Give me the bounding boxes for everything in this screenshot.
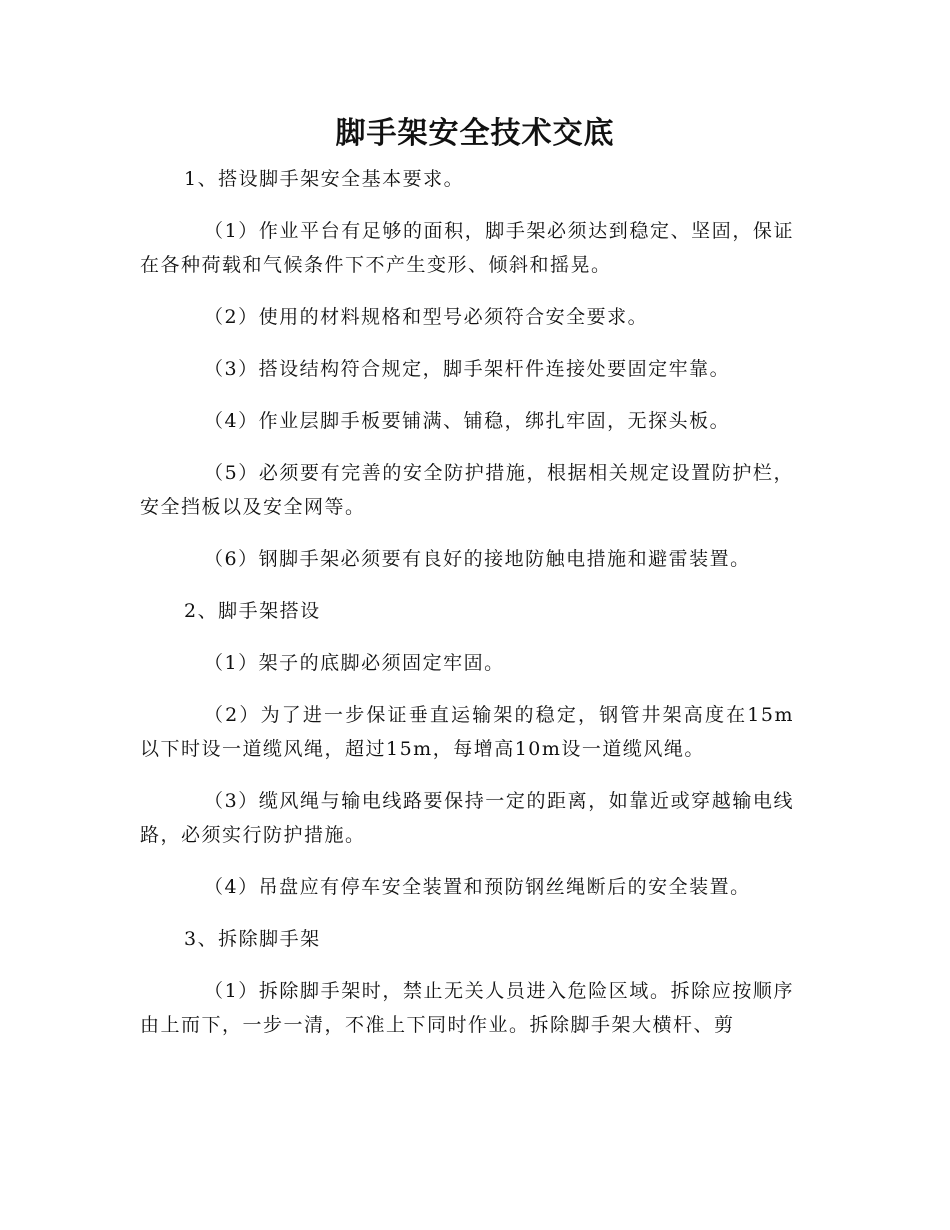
paragraph-2-4: （4）吊盘应有停车安全装置和预防钢丝绳断后的安全装置。 xyxy=(204,876,751,898)
section-heading-3: 3、拆除脚手架 xyxy=(184,928,321,950)
paragraph-3-1: （1）拆除脚手架时，禁止无关人员进入危险区域。拆除应按顺序由上而下，一步一清，不准上下同时作业。拆除脚手架大横杆、剪 xyxy=(140,980,794,1036)
section-heading-1: 1、搭设脚手架安全基本要求。 xyxy=(184,168,465,190)
paragraph-1-6: （6）钢脚手架必须要有良好的接地防触电措施和避雷装置。 xyxy=(204,548,751,570)
section-heading-2: 2、脚手架搭设 xyxy=(184,600,321,622)
paragraph-1-3: （3）搭设结构符合规定，脚手架杆件连接处要固定牢靠。 xyxy=(204,358,731,380)
paragraph-2-3: （3）缆风绳与输电线路要保持一定的距离，如靠近或穿越输电线路，必须实行防护措施。 xyxy=(140,790,794,846)
paragraph-2-2: （2）为了进一步保证垂直运输架的稳定，钢管井架高度在15m以下时设一道缆风绳，超过15m，每增高10m设一道缆风绳。 xyxy=(140,704,794,760)
document-title: 脚手架安全技术交底 xyxy=(335,116,615,151)
paragraph-1-4: （4）作业层脚手板要铺满、铺稳，绑扎牢固，无探头板。 xyxy=(204,410,731,432)
paragraph-1-2: （2）使用的材料规格和型号必须符合安全要求。 xyxy=(204,306,649,328)
paragraph-2-1: （1）架子的底脚必须固定牢固。 xyxy=(204,652,505,674)
paragraph-1-5: （5）必须要有完善的安全防护措施，根据相关规定设置防护栏，安全挡板以及安全网等。 xyxy=(140,462,794,518)
paragraph-1-1: （1）作业平台有足够的面积，脚手架必须达到稳定、坚固，保证在各种荷载和气候条件下不产生变形、倾斜和摇晃。 xyxy=(140,220,794,276)
document-body xyxy=(140,162,794,1060)
